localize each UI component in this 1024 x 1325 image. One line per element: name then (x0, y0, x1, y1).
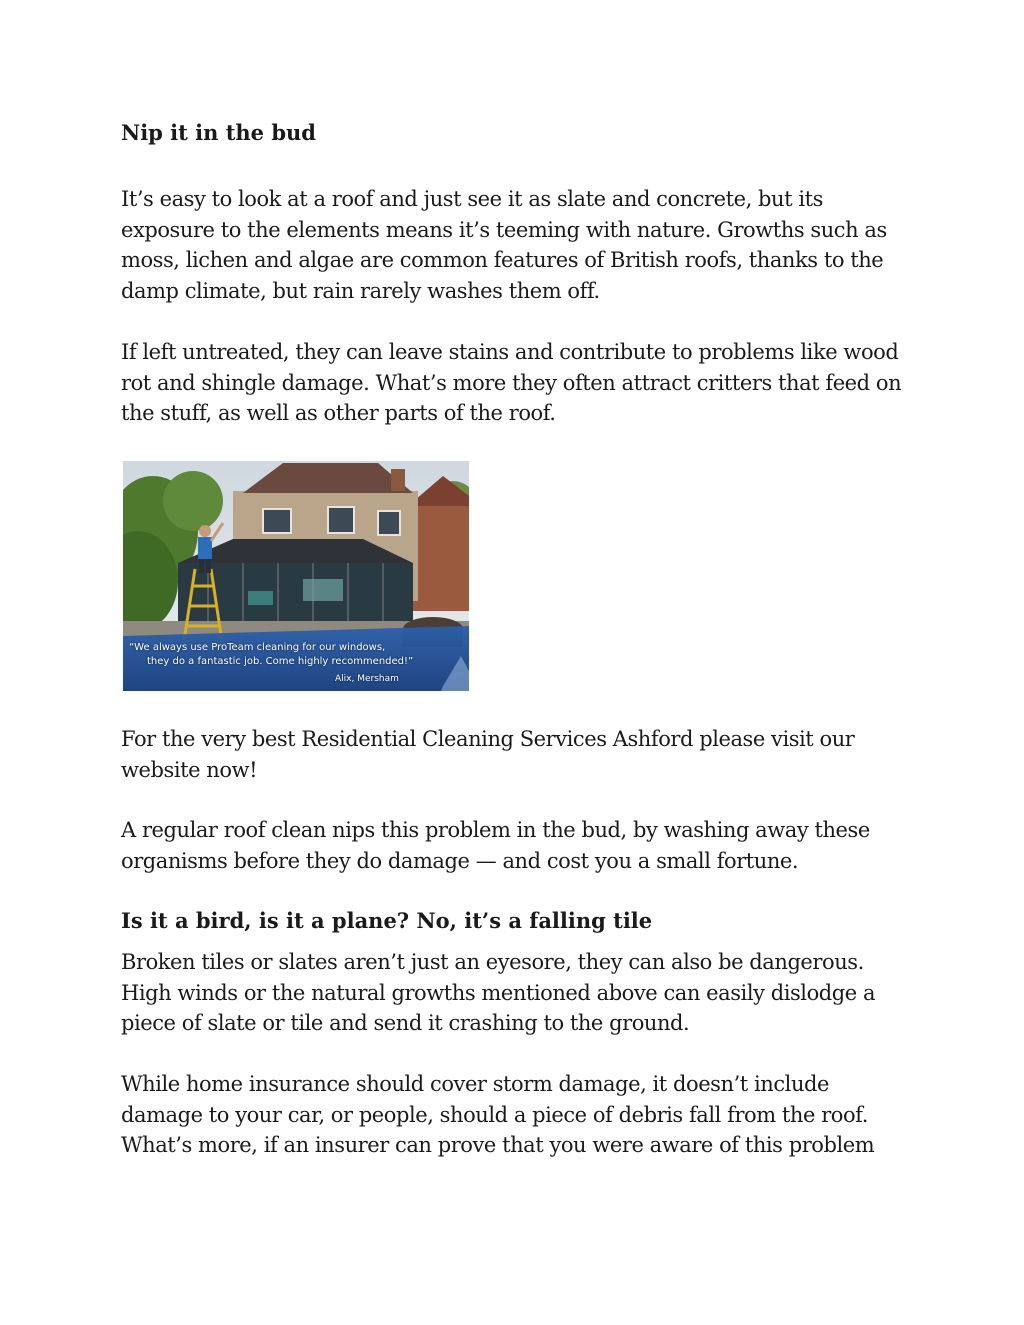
text-line: exposure to the elements means it’s teeming with nature. Growths such as (121, 217, 887, 242)
paragraph-broken-tiles (121, 947, 875, 1039)
text-line: the stuff, as well as other parts of the roof. (121, 401, 556, 425)
text-line: piece of slate or tile and send it crashing to the ground. (121, 1011, 690, 1035)
text-line: It’s easy to look at a roof and just see it as slate and concrete, but its (121, 187, 823, 211)
text-line: What’s more, if an insurer can prove that you were aware of this problem (121, 1133, 875, 1157)
testimonial-photo (123, 461, 469, 691)
paragraph-home-insurance (121, 1069, 874, 1161)
text-line: rot and shingle damage. What’s more they often attract critters that feed on (121, 370, 902, 395)
text-line: A regular roof clean nips this problem in the bud, by washing away these (121, 818, 870, 842)
text-line: website now! (121, 757, 258, 782)
testimonial-attribution: Alix, Mersham (335, 674, 399, 684)
testimonial-quote-line-2: they do a fantastic job. Come highly recommended!” (147, 656, 414, 667)
paragraph-roof-nature (121, 184, 887, 306)
text-line: damp climate, but rain rarely washes them off. (121, 278, 600, 303)
text-line: Broken tiles or slates aren’t just an eyesore, they can also be dangerous. (121, 950, 864, 974)
paragraph-regular-roof-clean (121, 815, 870, 876)
heading-falling-tile: Is it a bird, is it a plane? No, it’s a falling tile (121, 908, 653, 933)
testimonial-quote-line-1: “We always use ProTeam cleaning for our windows, (129, 642, 386, 653)
heading-nip-it-in-the-bud: Nip it in the bud (121, 120, 316, 145)
text-line: organisms before they do damage — and cost you a small fortune. (121, 848, 799, 873)
text-line: If left untreated, they can leave stains and contribute to problems like wood (121, 340, 899, 364)
text-line: For the very best Residential Cleaning Services Ashford please visit our (121, 727, 855, 751)
text-line: damage to your car, or people, should a piece of debris fall from the roof. (121, 1102, 868, 1127)
text-line: moss, lichen and algae are common features of British roofs, thanks to the (121, 248, 884, 272)
text-line: While home insurance should cover storm damage, it doesn’t include (121, 1072, 829, 1096)
text-line: High winds or the natural growths mentioned above can easily dislodge a (121, 980, 876, 1005)
paragraph-cleaning-services (121, 724, 854, 785)
paragraph-untreated-damage (121, 337, 901, 429)
